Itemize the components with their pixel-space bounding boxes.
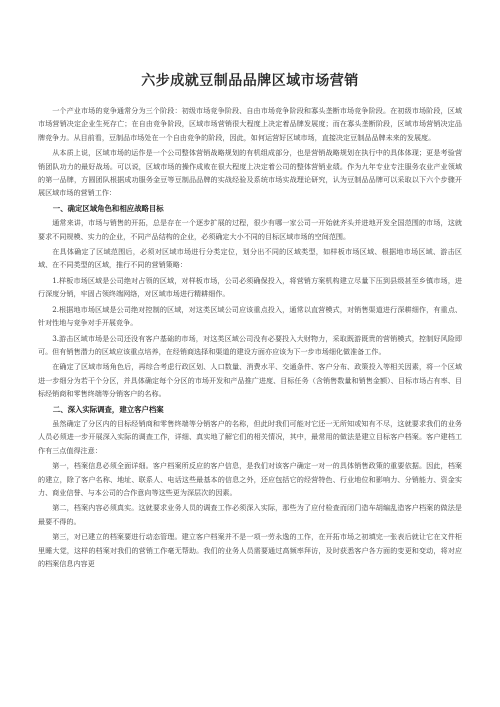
section-paragraph: 在确定了区域市场角色后，再综合考虑行政区划、人口数量、消费水平、交通条件、客户分布、政策投入等相关因素，将一个区域进一步细分为若干个分区，并具体确定每个分区的市场开发和产品推广进度、目标任务（含销售数量和销售金额）、目标市场占有率、目标经销商和零售终端等分销客户的名称。	[38, 362, 462, 399]
section-paragraph: 第一，档案信息必须全面详细。客户档案所反应的客户信息，是我们对该客户确定一对一的具体销售政策的重要依据。因此，档案的建立，除了客户名称、地址、联系人、电话这些最基本的信息之外，还应包括它的经营特色、行业地位和影响力、分销能力、资金实力、商业信誉、与本公司的合作意向等这些更为深层次的因素。	[38, 461, 462, 497]
section-paragraph: 3.游击区域市场是公司还没有客户基础的市场，对这类区域公司没有必要投入大财物力，采取既游既贵的营销模式，控制好风险即可。但有销售潜力的区域应该重点培养，在经销商选择和渠道的建设方面亦应该为下一步市场细化做准备工作。	[38, 333, 462, 356]
page-title: 六步成就豆制品品牌区域市场营销	[141, 73, 359, 89]
section-heading: 一、确定区域角色和相应战略目标	[52, 203, 164, 213]
section-paragraph: 第二，档案内容必须真实。这就要求业务人员的调查工作必须深入实际，那些为了应付检查而闭门造车胡编乱造客户档案的做法是最要不得的。	[38, 503, 462, 526]
section-heading: 二、深入实际调查，建立客户档案	[52, 404, 164, 414]
section-paragraph: 第三，对已建立的档案要进行动态管理。建立客户档案并不是一项一劳永逸的工作，在开拓市场之初填完一张表后就让它在文件柜里睡大觉，这样的档案对我们的营销工作毫无帮助。我们的业务人员需要通过高频率拜访，及时获悉客户各方面的变更和变动，将对应的档案信息内容更	[38, 532, 462, 568]
intro-paragraph: 一个产业市场的竞争通常分为三个阶段：初级市场竞争阶段、自由市场竞争阶段和寡头垄断市场竞争阶段。在初级市场阶段，区域市场营销决定企业生死存亡；在自由竞争阶段，区域市场营销很大程度上决定着品牌发展度；而在寡头垄断阶段，区域市场营销决定品牌竞争力。从目前看，豆制品市场处在一个自由竞争的阶段，因此，如何运营好区域市场，直接决定豆制品品牌未来的发展度。	[38, 106, 462, 142]
intro-paragraph: 从本质上说，区域市场的运作是一个公司整体营销战略规划的有机组成部分，也是营销战略规划在执行中的具体体现；更是考验营销团队功力的最好战场。可以说，区域市场的操作成败在很大程度上决定着公司的整体营销业绩。作为九年专业专注服务农业产业领域的第一品牌，方圆团队根据成功服务金豆等豆制品品牌的实战经验及系统市场实战理论研究，认为豆制品品牌可以采取以下六个步骤开展区域市场的营销工作：	[38, 148, 462, 198]
section-paragraph: 2.根据地市场区域是公司绝对控制的区域，对这类区域公司应该重点投入，通常以直营模式，对销售渠道进行深耕细作，有重点、针对性地与竞争对手开展竞争。	[38, 304, 462, 328]
document-body	[38, 104, 462, 570]
section-paragraph: 在具体确定了区域范围后，必须对区域市场进行分类定位，划分出不同的区域类型，如样板市场区域、根据地市场区域、游击区域、在不同类型的区域，推行不同的营销策略：	[38, 247, 462, 270]
section-paragraph: 通常来讲，市场与销售的开拓，总是存在一个逐步扩展的过程，很少有哪一家公司一开始就齐头并进地开发全国范围的市场，这就要求不同规模、实力的企业，不同产品结构的企业，必须确定大小不同的目标区域市场的空间范围。	[38, 218, 462, 241]
section-paragraph: 虽然确定了分区内的目标经销商和零售终端等分销客户的名称，但此时我们可能对它还一无所知或知有不尽，这就要求我们的业务人员必须进一步开展深入实际的调查工作，详细、真实地了解它们的相关情况，其中，最常用的做法是建立目标客户档案。客户建档工作有三点值得注意：	[38, 418, 462, 455]
section-paragraph: 1.样板市场区域是公司绝对占领的区域，对样板市场，公司必须确保投入，将营销方案机构建立尽量下压到县级甚至乡镇市场，进行深度分销，牢固占领终端网络，对区域市场进行精耕细作。	[38, 275, 462, 299]
